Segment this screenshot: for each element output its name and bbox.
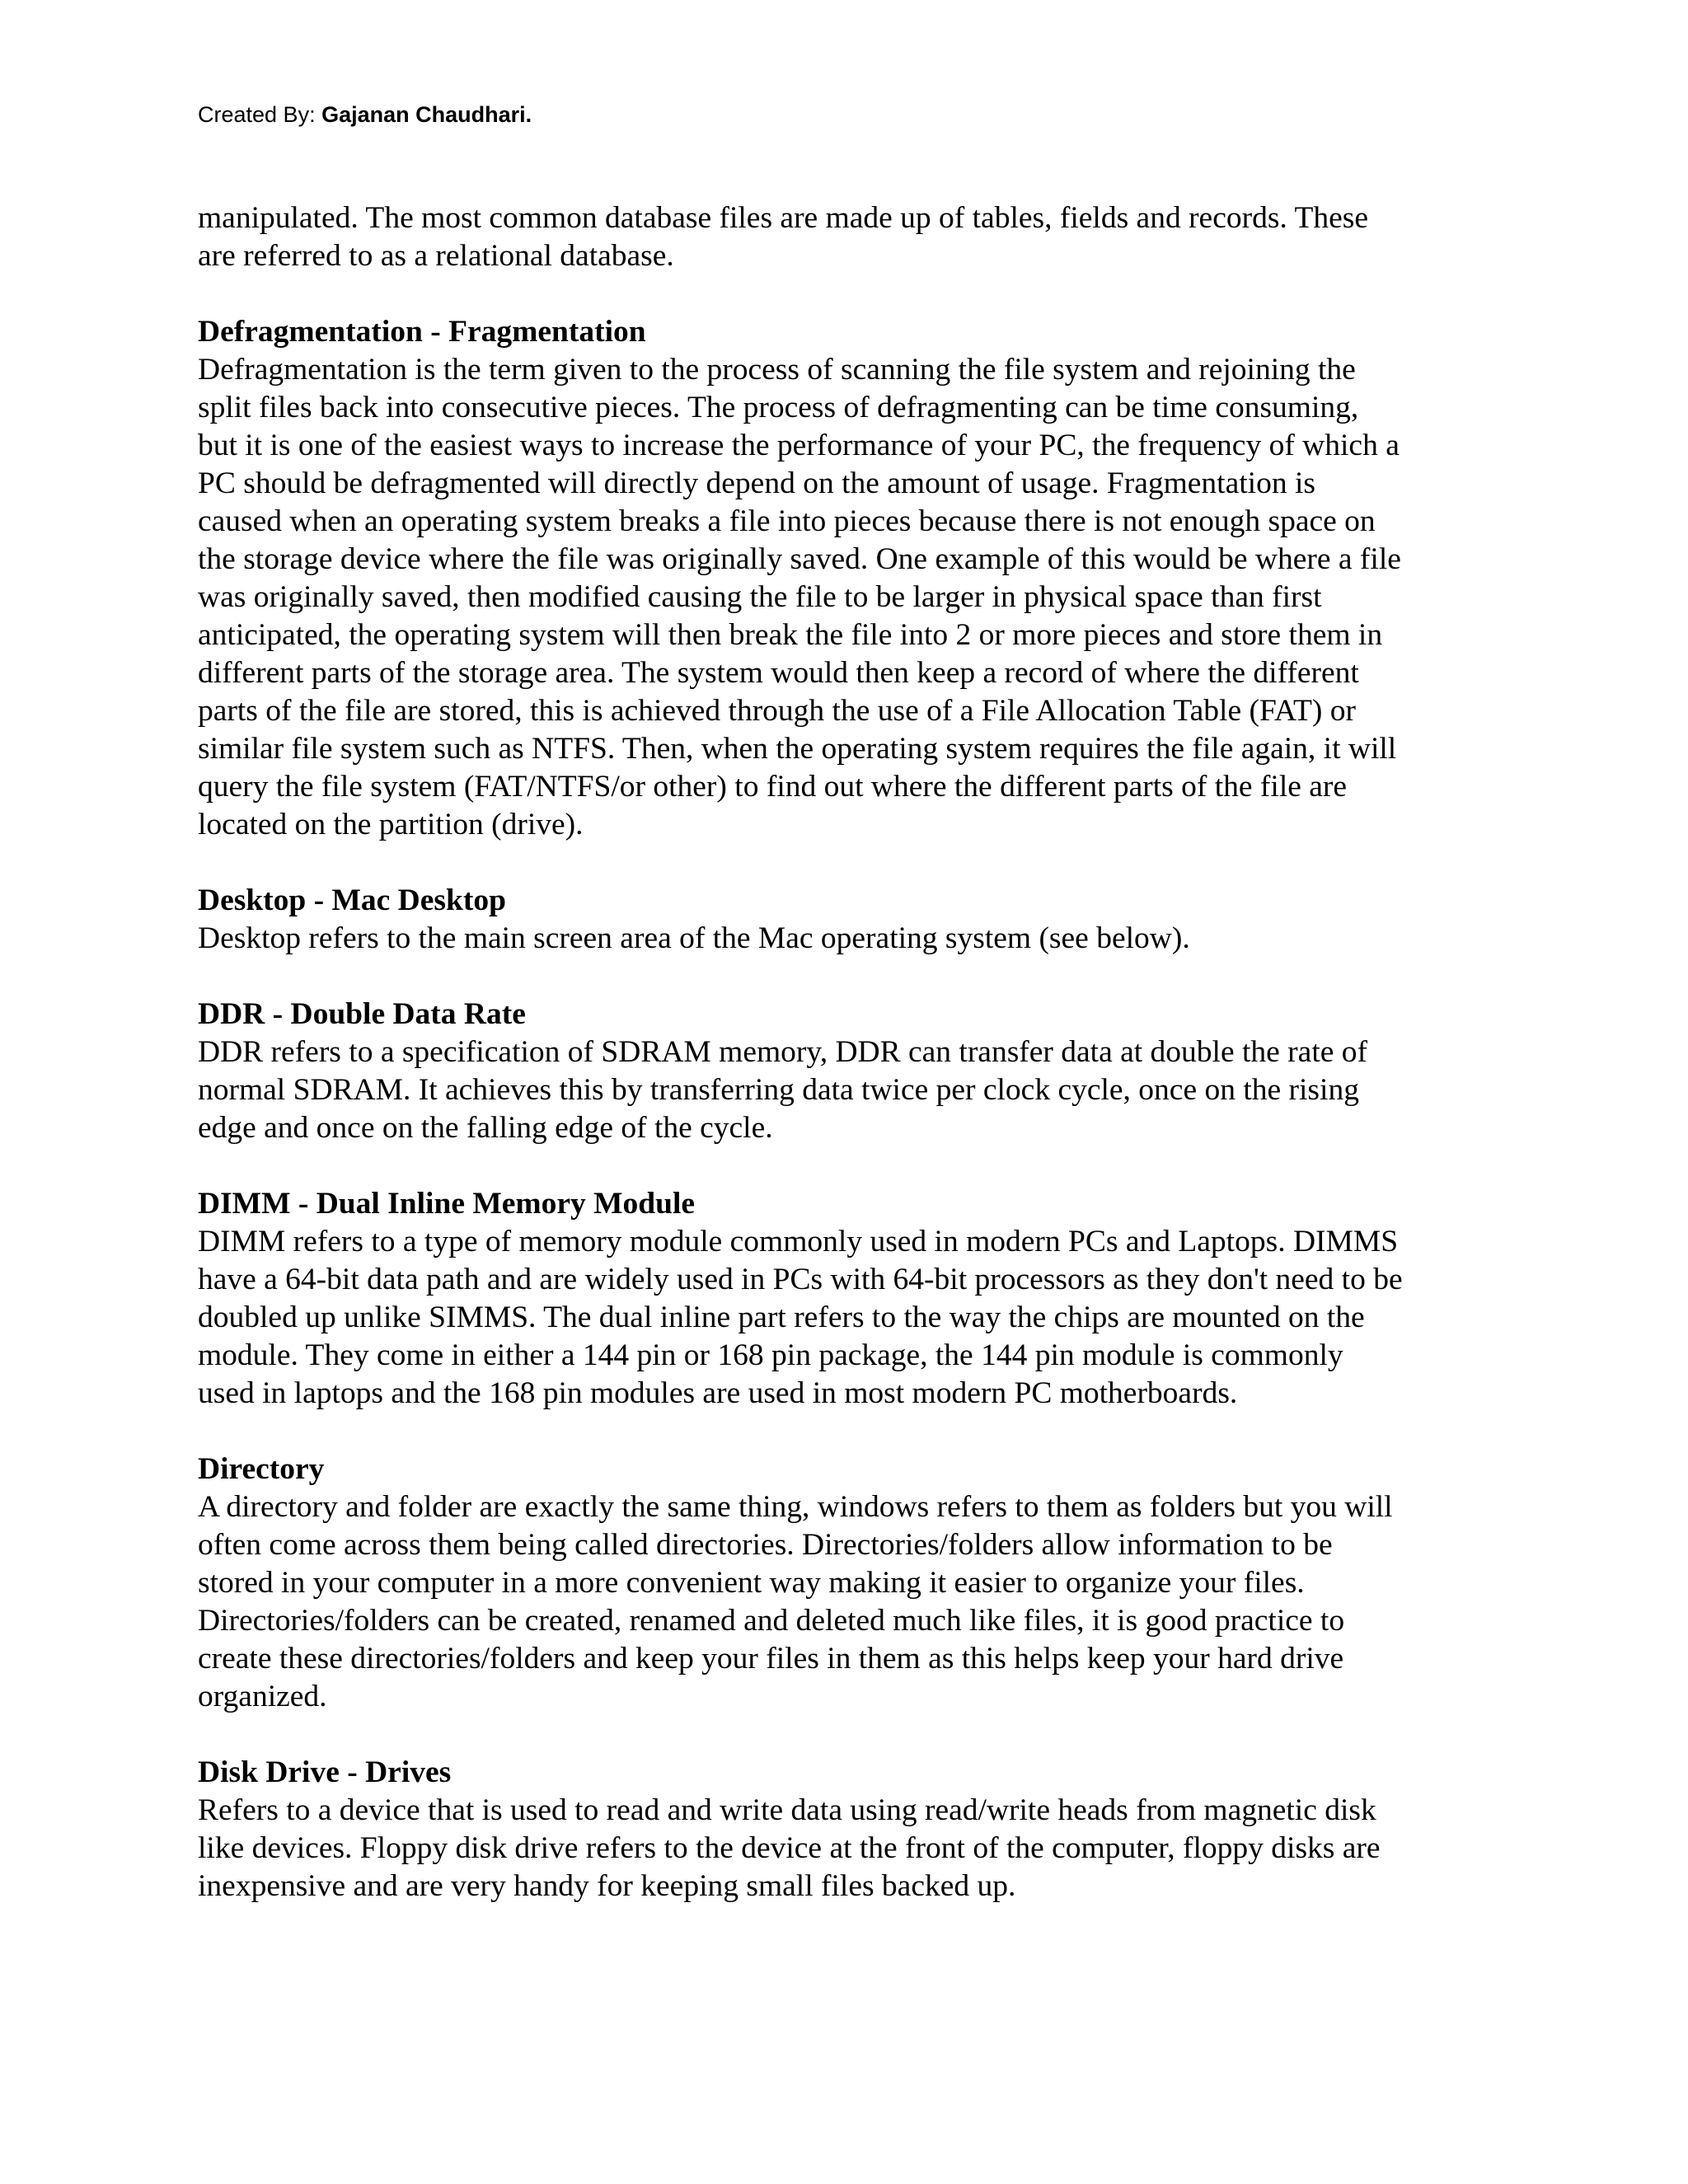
section-title: DDR - Double Data Rate xyxy=(198,997,526,1031)
paragraph-line: Directories/folders can be created, renamed and deleted much like files, it is good practice to xyxy=(198,1604,1345,1638)
paragraph-line: organized. xyxy=(198,1680,327,1713)
paragraph-line: often come across them being called directories. Directories/folders allow information to be xyxy=(198,1528,1333,1562)
intro-line: manipulated. The most common database files are made up of tables, fields and records. These xyxy=(198,201,1369,235)
paragraph-line: the storage device where the file was originally saved. One example of this would be where a file xyxy=(198,542,1401,576)
section-title: Defragmentation - Fragmentation xyxy=(198,315,646,349)
paragraph-line: different parts of the storage area. The system would then keep a record of where the different xyxy=(198,656,1359,690)
paragraph-line: have a 64-bit data path and are widely used in PCs with 64-bit processors as they don't need to be xyxy=(198,1263,1403,1296)
paragraph-line: anticipated, the operating system will then break the file into 2 or more pieces and store them in xyxy=(198,618,1383,652)
section-defragmentation xyxy=(198,313,1517,844)
paragraph-line: Desktop refers to the main screen area of the Mac operating system (see below). xyxy=(198,921,1190,955)
header-author: Gajanan Chaudhari. xyxy=(321,102,532,127)
section-dimm xyxy=(198,1185,1517,1413)
paragraph-line: stored in your computer in a more convenient way making it easier to organize your files. xyxy=(198,1566,1305,1600)
paragraph-line: create these directories/folders and keep your files in them as this helps keep your hard drive xyxy=(198,1642,1344,1675)
section-title: Disk Drive - Drives xyxy=(198,1755,452,1789)
intro-paragraph xyxy=(198,199,1517,275)
paragraph-line: similar file system such as NTFS. Then, when the operating system requires the file again, it will xyxy=(198,732,1397,766)
paragraph-line: doubled up unlike SIMMS. The dual inline part refers to the way the chips are mounted on the xyxy=(198,1301,1365,1334)
paragraph-line: DIMM refers to a type of memory module commonly used in modern PCs and Laptops. DIMMS xyxy=(198,1225,1399,1258)
paragraph-line: split files back into consecutive pieces. The process of defragmenting can be time consuming, xyxy=(198,391,1359,424)
paragraph-line: caused when an operating system breaks a file into pieces because there is not enough space on xyxy=(198,504,1376,538)
paragraph-line: but it is one of the easiest ways to increase the performance of your PC, the frequency of which a xyxy=(198,429,1400,462)
page-header xyxy=(198,101,532,129)
section-title: Desktop - Mac Desktop xyxy=(198,883,506,917)
paragraph-line: used in laptops and the 168 pin modules are used in most modern PC motherboards. xyxy=(198,1376,1238,1410)
paragraph-line: DDR refers to a specification of SDRAM memory, DDR can transfer data at double the rate of xyxy=(198,1035,1367,1069)
header-prefix: Created By: xyxy=(198,102,322,127)
paragraph-line: module. They come in either a 144 pin or 168 pin package, the 144 pin module is commonly xyxy=(198,1338,1343,1372)
paragraph-line: normal SDRAM. It achieves this by transferring data twice per clock cycle, once on the rising xyxy=(198,1073,1359,1107)
section-title: Directory xyxy=(198,1452,325,1486)
section-title: DIMM - Dual Inline Memory Module xyxy=(198,1187,696,1221)
paragraph-line: Defragmentation is the term given to the process of scanning the file system and rejoining the xyxy=(198,353,1356,387)
paragraph-line: A directory and folder are exactly the same thing, windows refers to them as folders but you will xyxy=(198,1490,1393,1524)
paragraph-line: parts of the file are stored, this is achieved through the use of a File Allocation Table (FAT) or xyxy=(198,694,1356,728)
section-ddr xyxy=(198,996,1517,1147)
paragraph-line: edge and once on the falling edge of the cycle. xyxy=(198,1111,773,1145)
paragraph-line: was originally saved, then modified causing the file to be larger in physical space than first xyxy=(198,580,1322,614)
section-directory xyxy=(198,1451,1517,1716)
paragraph-line: query the file system (FAT/NTFS/or other) to find out where the different parts of the file are xyxy=(198,770,1348,804)
intro-line: are referred to as a relational database. xyxy=(198,239,674,273)
paragraph-line: like devices. Floppy disk drive refers to the device at the front of the computer, floppy disks are xyxy=(198,1831,1381,1865)
section-desktop xyxy=(198,882,1517,958)
paragraph-line: located on the partition (drive). xyxy=(198,808,584,841)
section-disk-drive xyxy=(198,1754,1517,1905)
paragraph-line: PC should be defragmented will directly depend on the amount of usage. Fragmentation is xyxy=(198,466,1315,500)
paragraph-line: Refers to a device that is used to read and write data using read/write heads from magnetic disk xyxy=(198,1793,1376,1827)
document-body xyxy=(198,199,1517,1905)
paragraph-line: inexpensive and are very handy for keeping small files backed up. xyxy=(198,1869,1016,1903)
